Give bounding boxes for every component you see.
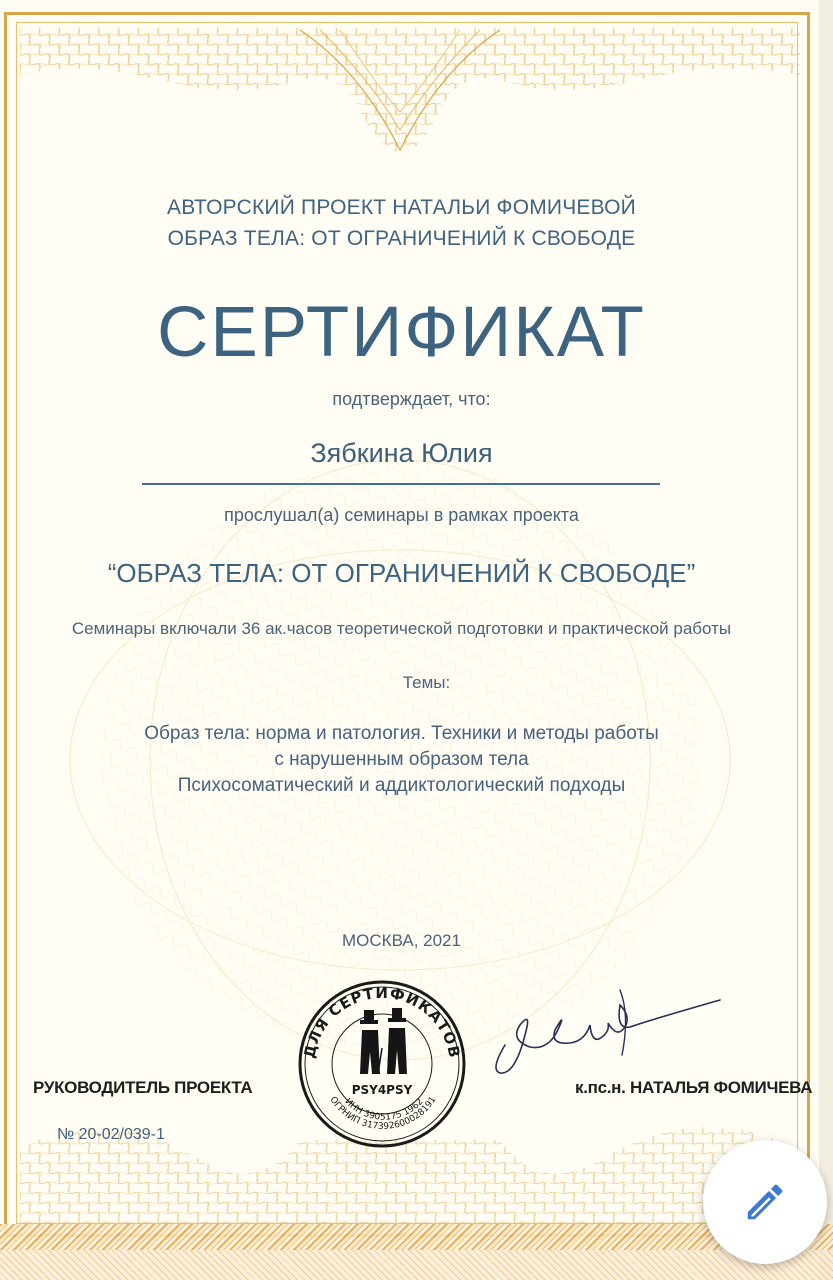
pencil-icon <box>742 1179 788 1225</box>
stamp-inn-text: ИНН 3905175 1962 <box>342 1096 426 1123</box>
certificate-number: № 20-02/039-1 <box>57 1126 165 1143</box>
edit-button[interactable] <box>703 1140 827 1264</box>
header-line-1: АВТОРСКИЙ ПРОЕКТ НАТАЛЬИ ФОМИЧЕВОЙ <box>167 196 636 219</box>
stamp-center-text: PSY4PSY <box>351 1083 413 1097</box>
header-line-2: ОБРАЗ ТЕЛА: ОТ ОГРАНИЧЕНИЙ К СВОБОДЕ <box>167 227 636 250</box>
city-year: МОСКВА, 2021 <box>342 931 461 950</box>
topics-label: Темы: <box>402 673 451 692</box>
project-name: “ОБРАЗ ТЕЛА: ОТ ОГРАНИЧЕНИЙ К СВОБОДЕ” <box>107 558 696 588</box>
stamp-top-text: ДЛЯ СЕРТИФИКАТОВ <box>300 983 464 1060</box>
confirms-text: подтверждает, что: <box>332 389 491 409</box>
right-edge-strip <box>819 0 833 1280</box>
bottom-ornament-band-lower <box>0 1250 833 1280</box>
recipient-name: Зябкина Юлия <box>310 438 493 468</box>
stamp-ogrnip-text: ОГРНИП 317392600028191 <box>327 1095 439 1132</box>
topic-line-3: Психосоматический и аддиктологический подходы <box>177 775 626 796</box>
attended-text: прослушал(а) семинары в рамках проекта <box>224 505 579 525</box>
signature <box>480 985 730 1080</box>
signer-name: к.пс.н. НАТАЛЬЯ ФОМИЧЕВА <box>575 1078 813 1097</box>
leader-label: РУКОВОДИТЕЛЬ ПРОЕКТА <box>33 1078 253 1097</box>
topic-line-1: Образ тела: норма и патология. Техники и методы работы <box>144 723 659 744</box>
topic-line-2: с нарушенным образом тела <box>274 749 529 770</box>
figures-icon <box>360 1008 407 1074</box>
seminars-info: Семинары включали 36 ак.часов теоретической подготовки и практической работы <box>71 619 732 638</box>
certificate-title: СЕРТИФИКАТ <box>157 293 646 372</box>
name-underline <box>142 483 660 485</box>
project-header <box>0 192 803 254</box>
stamp-seal <box>292 978 472 1148</box>
topics-list <box>0 721 803 799</box>
